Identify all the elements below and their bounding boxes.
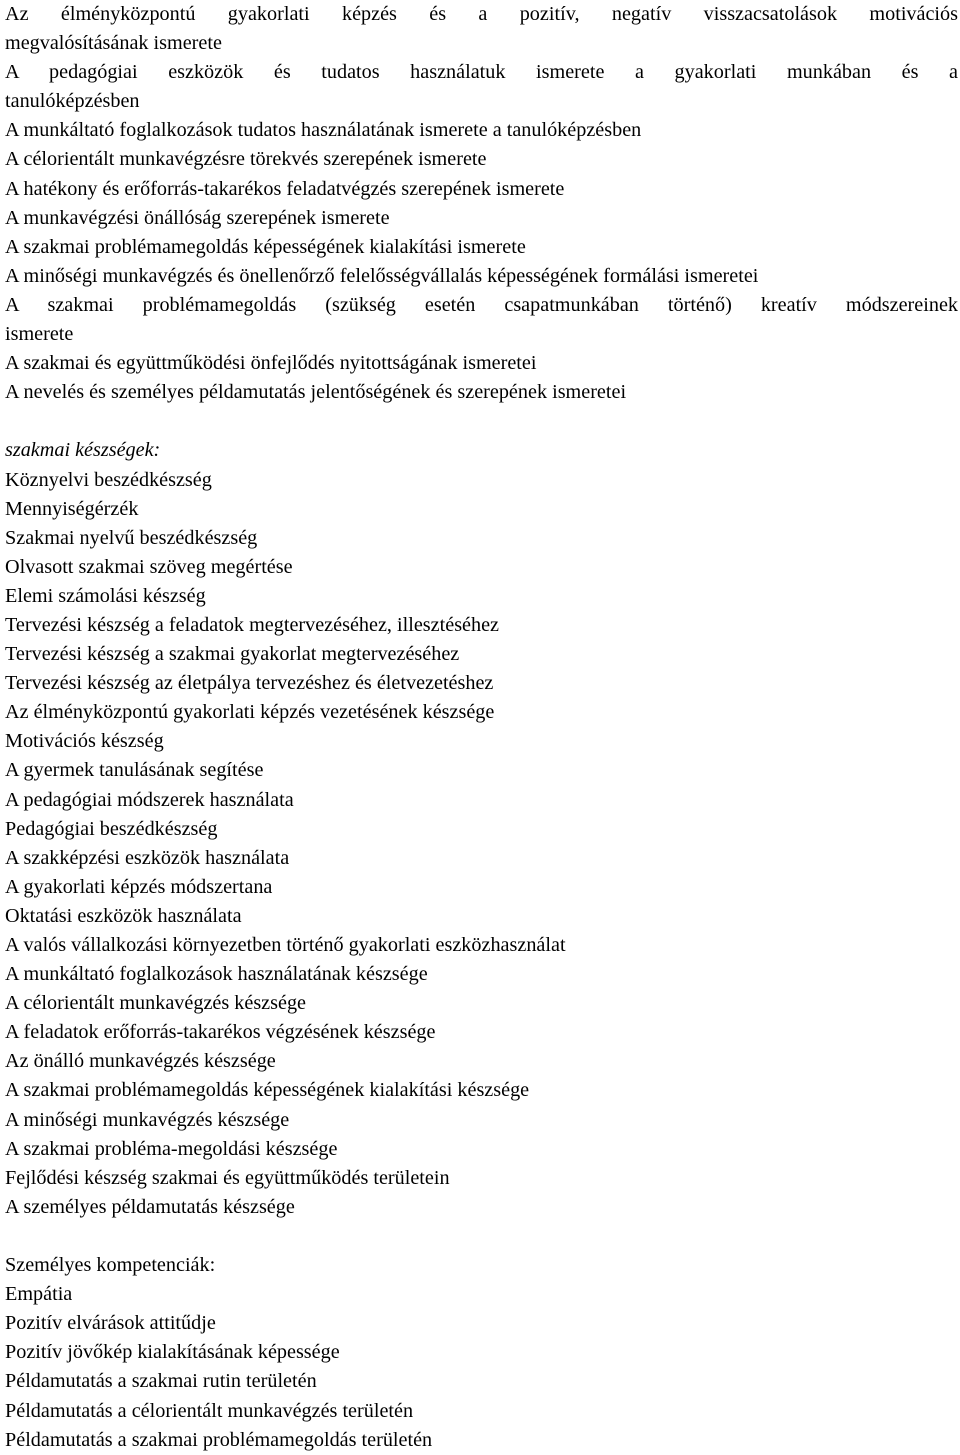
list-item: Mennyiségérzék	[5, 497, 139, 520]
list-item-line: A minőségi munkavégzés és önellenőrző felelősségvállalás képességének formálási ismeretei	[5, 264, 759, 287]
list-item: Tervezési készség a feladatok megtervezéséhez, illesztéséhez	[5, 613, 500, 636]
list-item: Példamutatás a szakmai rutin területén	[5, 1370, 317, 1393]
section-spacer	[5, 407, 958, 436]
list-item-line: megvalósításának ismerete	[5, 32, 222, 55]
list-item: Elemi számolási készség	[5, 584, 206, 607]
list-item: Olvasott szakmai szöveg megértése	[5, 555, 293, 578]
list-item-line: A pedagógiai eszközök és tudatos használatuk ismerete a gyakorlati munkában és a	[5, 61, 958, 84]
list-item: A munkáltató foglalkozások használatának készsége	[5, 963, 428, 986]
list-item: Tervezési készség az életpálya tervezéshez és életvezetéshez	[5, 672, 494, 695]
list-item: Fejlődési készség szakmai és együttműködés területein	[5, 1166, 450, 1189]
knowledge-list	[5, 0, 958, 407]
list-item: A pedagógiai módszerek használata	[5, 788, 294, 811]
list-item: A minőségi munkavégzés készsége	[5, 1108, 290, 1131]
list-item-line: A szakmai problémamegoldás (szükség esetén csapatmunkában történő) kreatív módszereinek	[5, 293, 958, 316]
list-item: Az önálló munkavégzés készsége	[5, 1050, 276, 1073]
list-item: Szakmai nyelvű beszédkészség	[5, 526, 258, 549]
list-item-line: A hatékony és erőforrás-takarékos feladatvégzés szerepének ismerete	[5, 177, 565, 200]
list-item: A valós vállalkozási környezetben történő gyakorlati eszközhasználat	[5, 934, 566, 956]
section-heading: szakmai készségek:	[5, 439, 161, 462]
list-item-line: A szakmai és együttműködési önfejlődés nyitottságának ismeretei	[5, 352, 537, 375]
list-item: Motivációs készség	[5, 730, 164, 753]
list-item: A feladatok erőforrás-takarékos végzésének készsége	[5, 1021, 436, 1044]
list-item: A személyes példamutatás készsége	[5, 1195, 295, 1218]
list-item-line: A munkáltató foglalkozások tudatos használatának ismerete a tanulóképzésben	[5, 119, 642, 142]
list-item: Példamutatás a szakmai problémamegoldás területén	[5, 1428, 433, 1451]
list-item: Pedagógiai beszédkészség	[5, 817, 218, 840]
list-item-line: A nevelés és személyes példamutatás jelentőségének és szerepének ismeretei	[5, 381, 627, 404]
list-item: Példamutatás a célorientált munkavégzés területén	[5, 1399, 414, 1422]
list-item: Pozitív elvárások attitűdje	[5, 1312, 216, 1335]
list-item: Az élményközpontú gyakorlati képzés vezetésének készsége	[5, 701, 495, 724]
list-item: A célorientált munkavégzés készsége	[5, 992, 307, 1015]
list-item-line: tanulóképzésben	[5, 90, 140, 113]
list-item: Köznyelvi beszédkészség	[5, 468, 212, 491]
section-heading: Személyes kompetenciák:	[5, 1254, 216, 1277]
list-item-line: Az élményközpontú gyakorlati képzés és a pozitív, negatív visszacsatolások motivációs	[5, 3, 958, 25]
personal-section	[5, 1251, 958, 1455]
document-page	[5, 0, 958, 1455]
skills-section	[5, 436, 958, 1222]
list-item: Empátia	[5, 1283, 73, 1306]
list-item: Oktatási eszközök használata	[5, 904, 242, 927]
list-item-line: A munkavégzési önállóság szerepének ismerete	[5, 206, 390, 229]
section-spacer	[5, 1222, 958, 1251]
list-item: A szakképzési eszközök használata	[5, 846, 290, 869]
list-item: Tervezési készség a szakmai gyakorlat megtervezéséhez	[5, 643, 460, 666]
list-item: A gyermek tanulásának segítése	[5, 759, 264, 782]
list-item-line: A szakmai problémamegoldás képességének kialakítási ismerete	[5, 235, 526, 258]
list-item: A szakmai probléma-megoldási készsége	[5, 1137, 338, 1160]
list-item: Pozitív jövőkép kialakításának képessége	[5, 1341, 340, 1364]
list-item: A szakmai problémamegoldás képességének kialakítási készsége	[5, 1079, 530, 1102]
list-item-line: ismerete	[5, 323, 74, 346]
list-item-line: A célorientált munkavégzésre törekvés szerepének ismerete	[5, 148, 487, 171]
list-item: A gyakorlati képzés módszertana	[5, 875, 273, 898]
